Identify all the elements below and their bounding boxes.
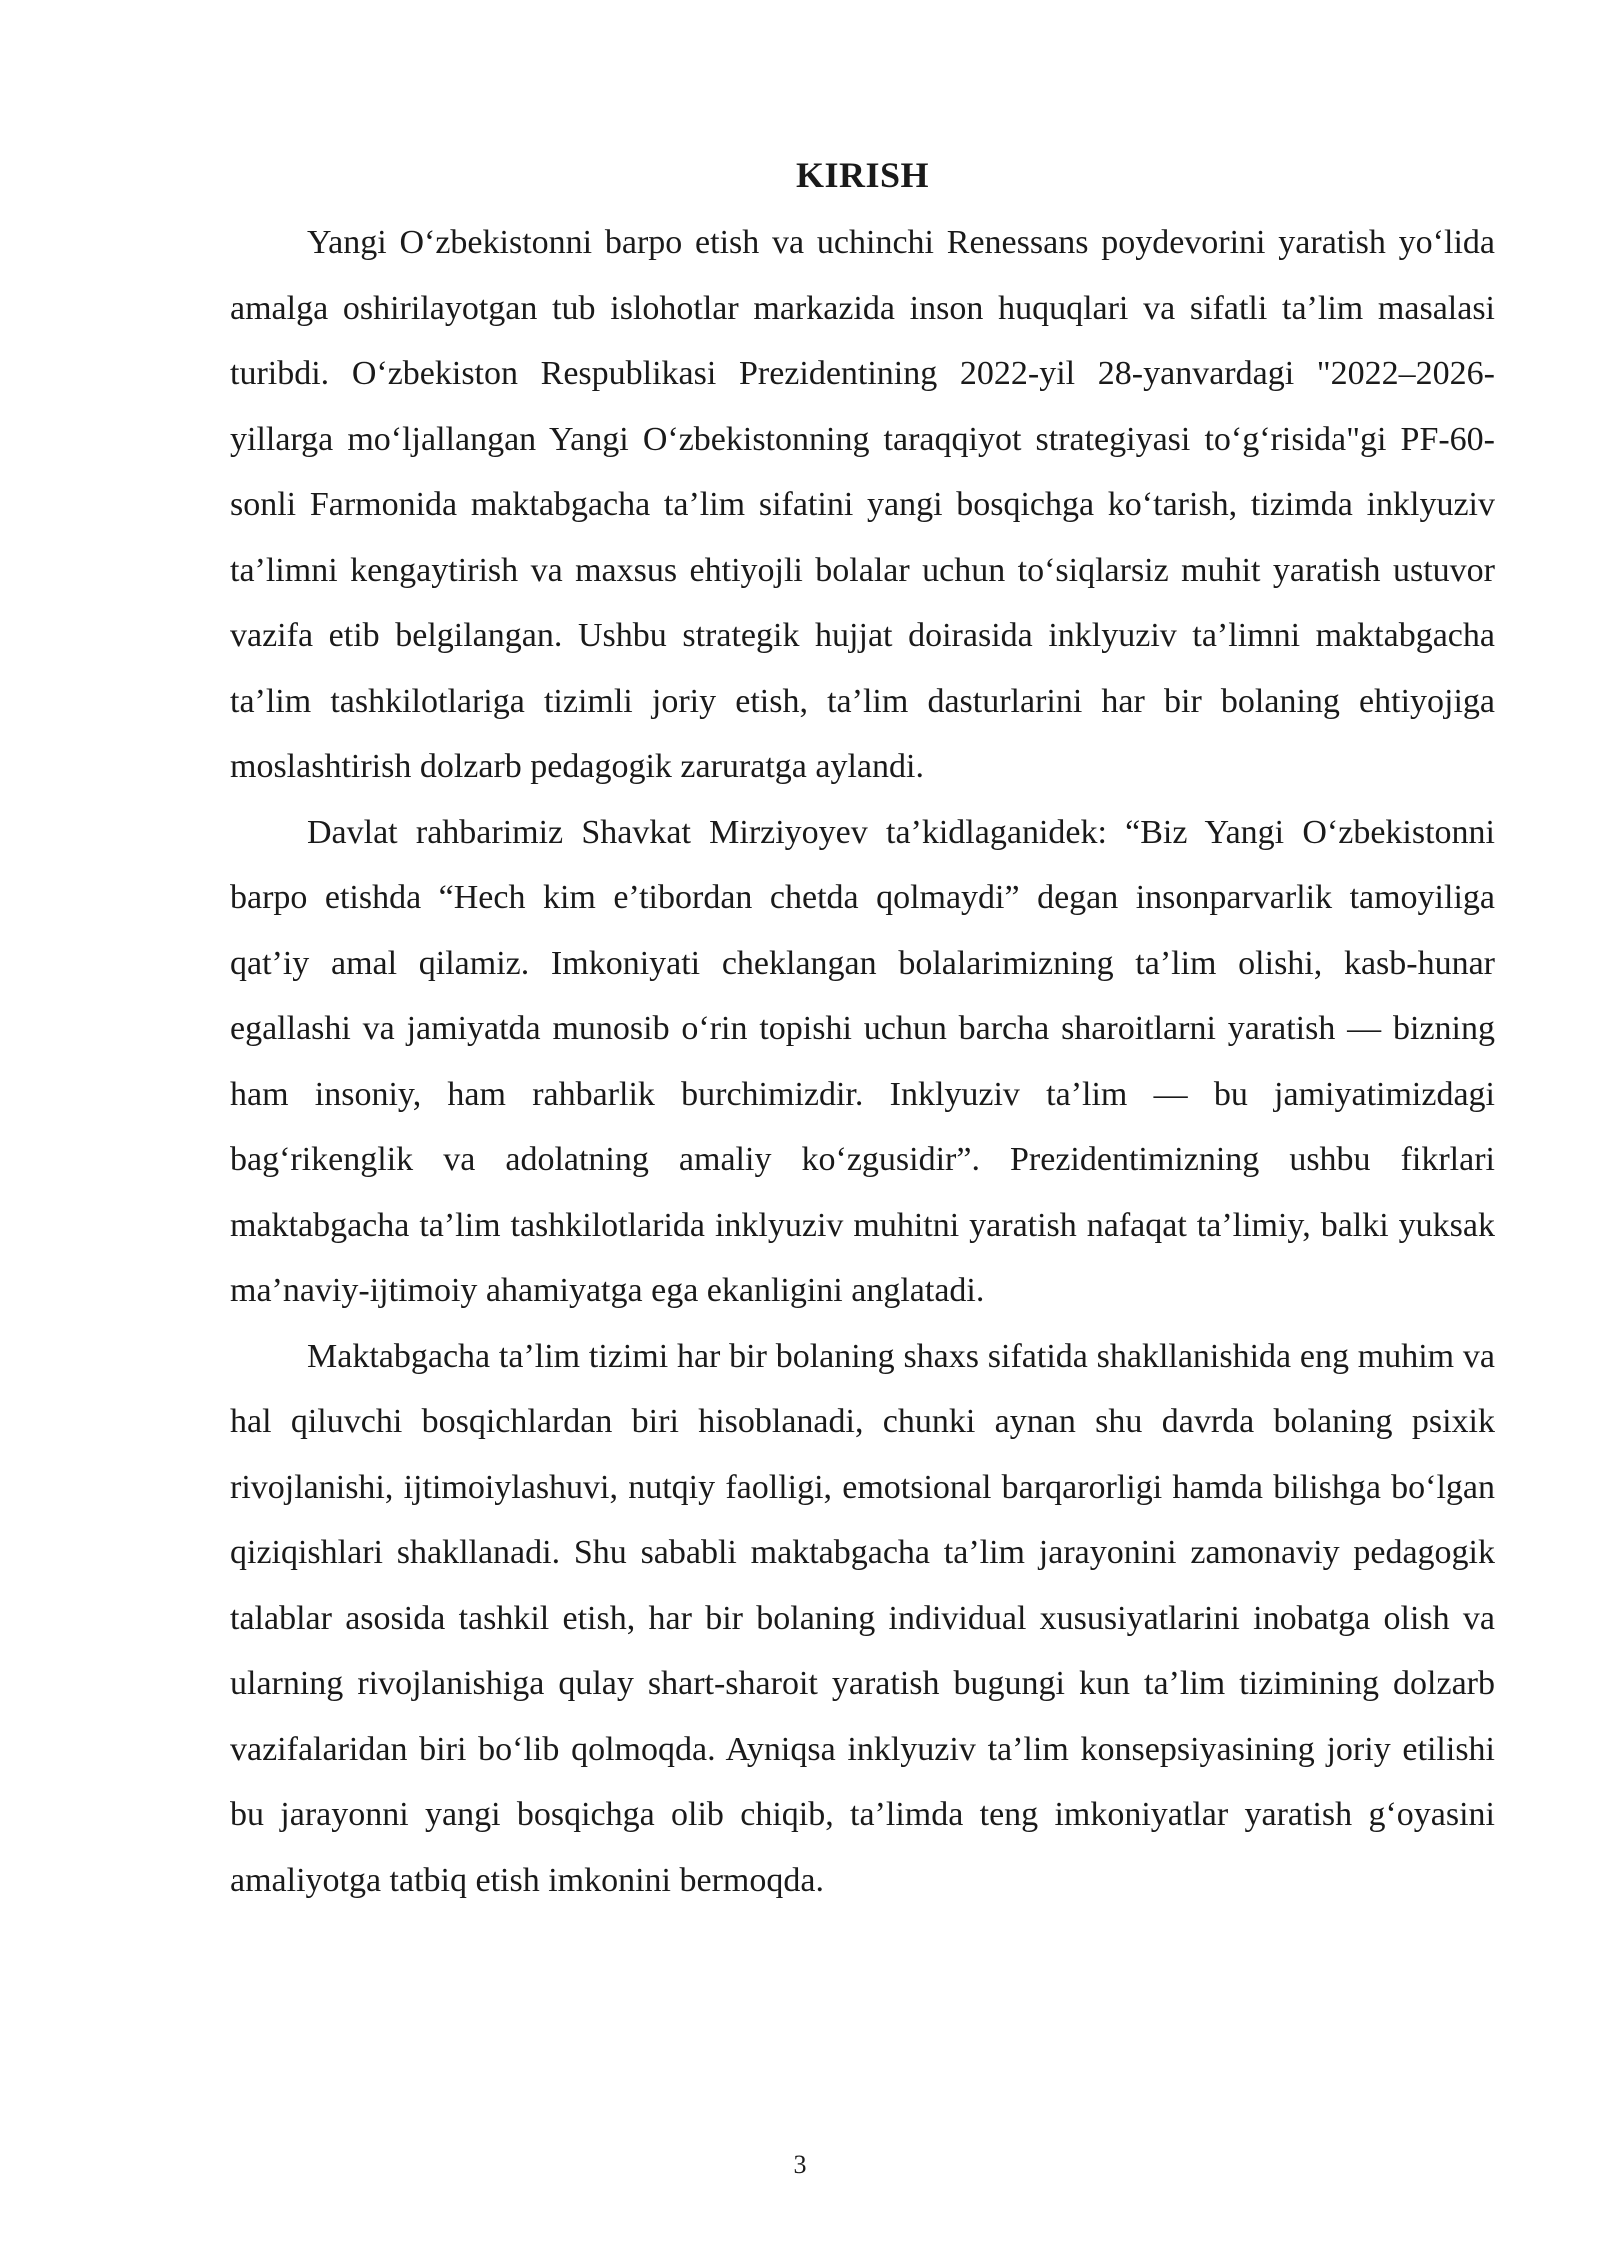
paragraph-1: Yangi O‘zbekistonni barpo etish va uchinchi Renessans poydevorini yaratish yo‘lida amalga oshirilayotgan tub islohotlar markazida inson huquqlari va sifatli ta’lim masalasi turibdi. O‘zbekiston Respublikasi Prezidentining 2022-yil 28-yanvardagi "2022–2026-yillarga mo‘ljallangan Yangi O‘zbekistonning taraqqiyot strategiyasi to‘g‘risida"gi PF-60-sonli Farmonida maktabgacha ta’lim sifatini yangi bosqichga ko‘tarish, tizimda inklyuziv ta’limni kengaytirish va maxsus ehtiyojli bolalar uchun to‘siqlarsiz muhit yaratish ustuvor vazifa etib belgilangan. Ushbu strategik hujjat doirasida inklyuziv ta’limni maktabgacha ta’lim tashkilotlariga tizimli joriy etish, ta’lim dasturlarini har bir bolaning ehtiyojiga moslashtirish dolzarb pedagogik zaruratga aylandi. <box>230 224 1495 785</box>
document-page <box>230 150 1495 1913</box>
paragraph-2: Davlat rahbarimiz Shavkat Mirziyoyev ta’kidlaganidek: “Biz Yangi O‘zbekistonni barpo etishda “Hech kim e’tibordan chetda qolmaydi” degan insonparvarlik tamoyiliga qat’iy amal qilamiz. Imkoniyati cheklangan bolalarimizning ta’lim olishi, kasb-hunar egallashi va jamiyatda munosib o‘rin topishi uchun barcha sharoitlarni yaratish — bizning ham insoniy, ham rahbarlik burchimizdir. Inklyuziv ta’lim — bu jamiyatimizdagi bag‘rikenglik va adolatning amaliy ko‘zgusidir”. Prezidentimizning ushbu fikrlari maktabgacha ta’lim tashkilotlarida inklyuziv muhitni yaratish nafaqat ta’limiy, balki yuksak ma’naviy-ijtimoiy ahamiyatga ega ekanligini anglatadi. <box>230 813 1495 1309</box>
page-number: 3 <box>793 2150 807 2179</box>
paragraph-3: Maktabgacha ta’lim tizimi har bir bolaning shaxs sifatida shakllanishida eng muhim va hal qiluvchi bosqichlardan biri hisoblanadi, chunki aynan shu davrda bolaning psixik rivojlanishi, ijtimoiylashuvi, nutqiy faolligi, emotsional barqarorligi hamda bilishga bo‘lgan qiziqishlari shakllanadi. Shu sababli maktabgacha ta’lim jarayonini zamonaviy pedagogik talablar asosida tashkil etish, har bir bolaning individual xususiyatlarini inobatga olish va ularning rivojlanishiga qulay shart-sharoit yaratish bugungi kun ta’lim tizimining dolzarb vazifalaridan biri bo‘lib qolmoqda. Ayniqsa inklyuziv ta’lim konsepsiyasining joriy etilishi bu jarayonni yangi bosqichga olib chiqib, ta’limda teng imkoniyatlar yaratish g‘oyasini amaliyotga tatbiq etish imkonini bermoqda. <box>230 1337 1495 1899</box>
page-title: KIRISH <box>795 155 930 195</box>
